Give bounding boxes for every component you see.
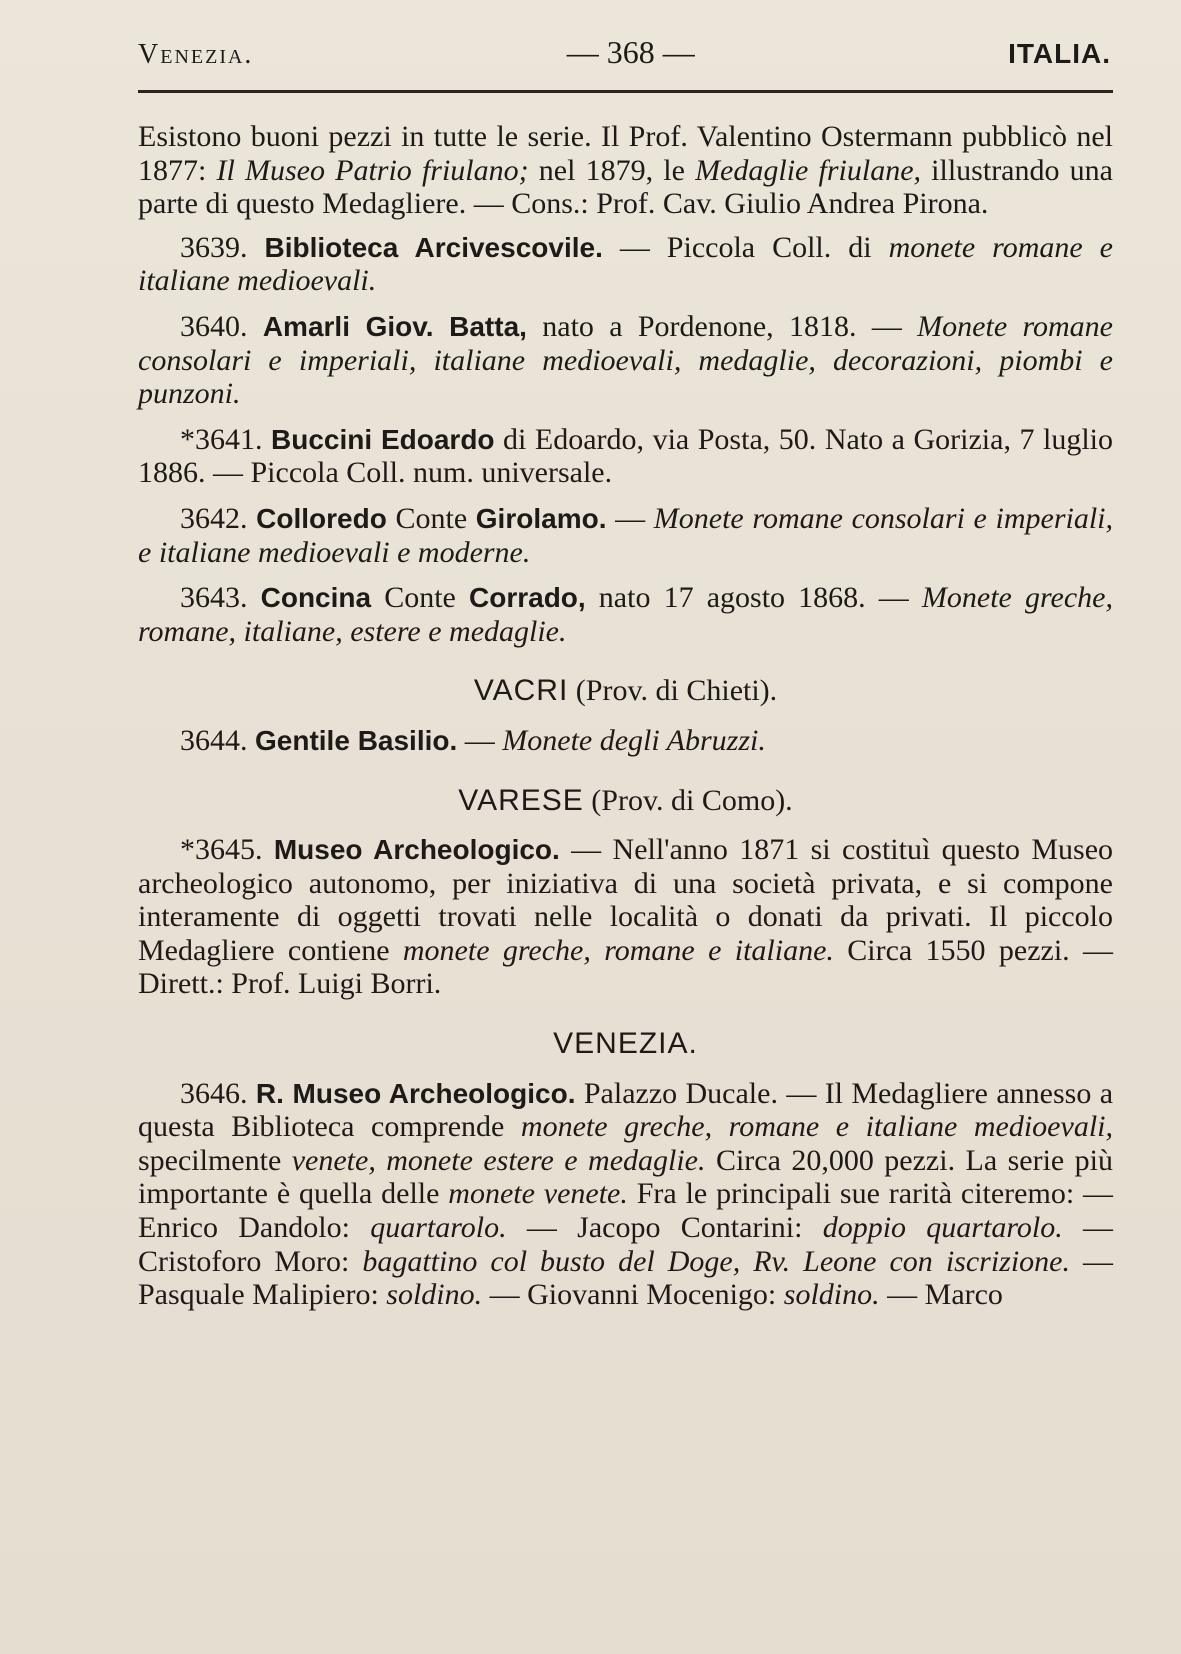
- page-number: — 368 —: [566, 34, 695, 70]
- header-left: Venezia.: [138, 39, 254, 70]
- entry-3643: 3643. Concina Conte Corrado, nato 17 agosto 1868. — Monete greche, romane, italiane, estere e medaglie.: [138, 581, 1113, 648]
- intro-paragraph: Esistono buoni pezzi in tutte le serie. Il Prof. Valentino Ostermann pubblicò nel 1877: Il Museo Patrio friulano; nel 1879, le Medaglie friulane, illustrando una parte di questo Medagliere. — Cons.: Prof. Cav. Giulio Andrea Pirona.: [138, 120, 1113, 221]
- entry-3646: 3646. R. Museo Archeologico. Palazzo Ducale. — Il Medagliere annesso a questa Biblioteca comprende monete greche, romane e italiane medioevali, specilmente venete, monete estere e medaglie. Circa 20,000 pezzi. La serie più importante è quella delle monete venete. Fra le principali sue rarità citeremo: — Enrico Dandolo: quartarolo. — Jacopo Contarini: doppio quartarolo. — Cristoforo Moro: bagattino col busto del Doge, Rv. Leone con iscrizione. — Pasquale Malipiero: soldino. — Giovanni Mocenigo: soldino. — Marco: [138, 1076, 1114, 1312]
- entry-3639: 3639. Biblioteca Arcivescovile. — Piccola Coll. di monete romane e italiane medioevali.: [138, 230, 1114, 298]
- entry-3640: 3640. Amarli Giov. Batta, nato a Pordenone, 1818. — Monete romane consolari e imperiali, italiane medioevali, medaglie, decorazioni, piombi e punzoni.: [138, 309, 1113, 411]
- heading-varese: VARESE (Prov. di Como).: [458, 783, 793, 817]
- entry-3641: *3641. Buccini Edoardo di Edoardo, via Posta, 50. Nato a Gorizia, 7 luglio 1886. — Piccola Coll. num. universale.: [138, 422, 1114, 490]
- page-body: [138, 120, 1113, 1324]
- entry-3642: 3642. Colloredo Conte Girolamo. — Monete romane consolari e imperiali, e italiane medioevali e moderne.: [138, 501, 1114, 569]
- header-rule: [138, 90, 1113, 93]
- entry-3644: 3644. Gentile Basilio. — Monete degli Abruzzi.: [180, 723, 766, 757]
- running-head: [138, 34, 1111, 82]
- heading-vacri: VACRI (Prov. di Chieti).: [473, 674, 778, 708]
- header-right: ITALIA.: [1008, 38, 1111, 69]
- entry-3645: *3645. Museo Archeologico. — Nell'anno 1871 si costituì questo Museo archeologico autonomo, per iniziativa di una società privata, e si compone interamente di oggetti trovati nelle località o donati da privati. Il piccolo Medagliere contiene monete greche, romane e italiane. Circa 1550 pezzi. — Dirett.: Prof. Luigi Borri.: [138, 833, 1114, 1001]
- heading-venezia: VENEZIA.: [553, 1027, 698, 1061]
